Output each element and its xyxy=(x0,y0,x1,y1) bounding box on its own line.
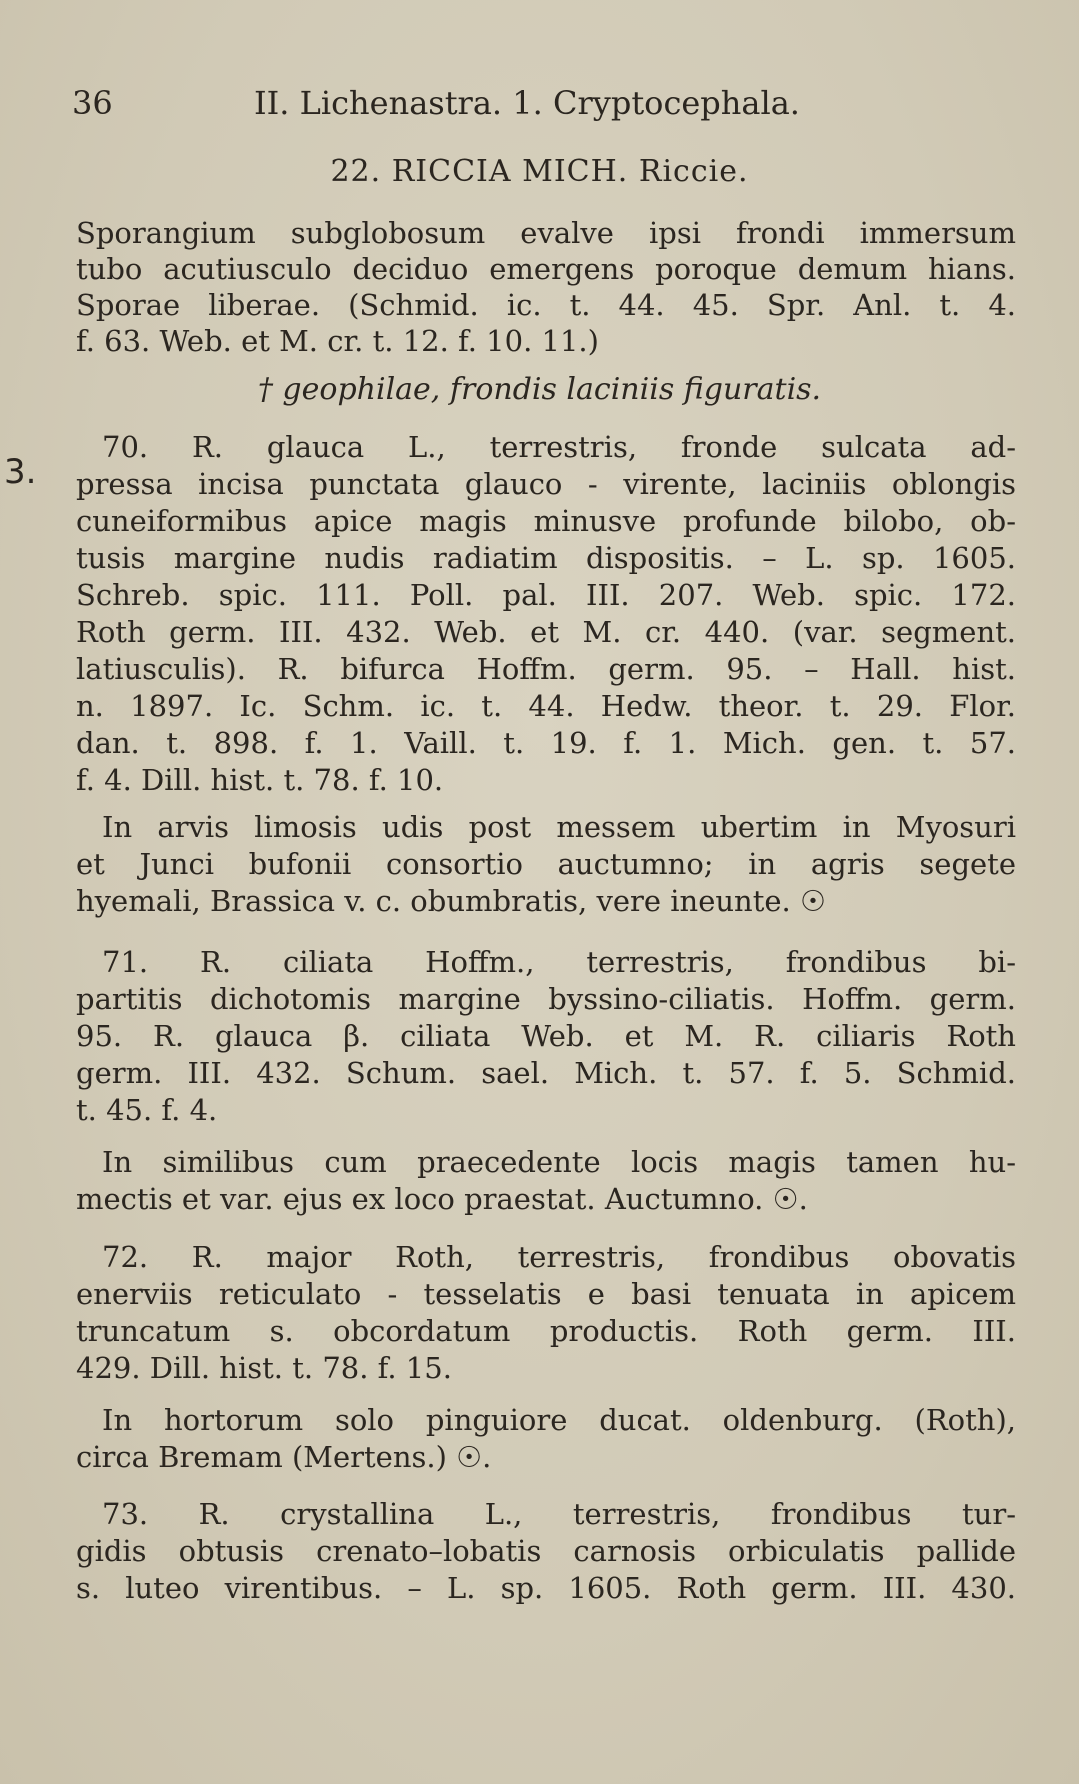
habitat-line: hyemali, Brassica v. c. obumbratis, vere ineunte. ☉ xyxy=(76,884,826,918)
species-line: Schreb. spic. 111. Poll. pal. III. 207. Web. spic. 172. xyxy=(76,578,1016,612)
habitat-line: In hortorum solo pinguiore ducat. oldenburg. (Roth), xyxy=(102,1403,1016,1437)
habitat-line: et Junci bufonii consortio auctumno; in agris segete xyxy=(76,847,1016,881)
species-line: s. luteo virentibus. – L. sp. 1605. Roth germ. III. 430. xyxy=(76,1571,1016,1605)
species-line: dan. t. 898. f. 1. Vaill. t. 19. f. 1. Mich. gen. t. 57. xyxy=(76,726,1016,760)
habitat-line: In similibus cum praecedente locis magis tamen hu- xyxy=(102,1145,1016,1179)
species-line: 70. R. glauca L., terrestris, fronde sulcata ad- xyxy=(102,430,1016,464)
species-line: truncatum s. obcordatum productis. Roth germ. III. xyxy=(76,1314,1016,1348)
running-title: II. Lichenastra. 1. Cryptocephala. xyxy=(254,84,800,122)
species-line: pressa incisa punctata glauco - virente, laciniis oblongis xyxy=(76,467,1016,501)
section-heading: † geophilae, frondis laciniis figuratis. xyxy=(257,372,822,407)
species-line: 95. R. glauca β. ciliata Web. et M. R. ciliaris Roth xyxy=(76,1019,1016,1053)
species-line: cuneiformibus apice magis minusve profunde bilobo, ob- xyxy=(76,504,1016,538)
species-line: tusis margine nudis radiatim dispositis. – L. sp. 1605. xyxy=(76,541,1016,575)
habitat-line: mectis et var. ejus ex loco praestat. Auctumno. ☉. xyxy=(76,1182,808,1216)
species-line: enerviis reticulato - tesselatis e basi tenuata in apicem xyxy=(76,1277,1016,1311)
running-head xyxy=(72,84,800,122)
genus-heading: 22. RICCIA MICH. Riccie. xyxy=(330,154,749,189)
habitat-line: In arvis limosis udis post messem ubertim in Myosuri xyxy=(102,810,1016,844)
genus-description-line: Sporangium subglobosum evalve ipsi frondi immersum xyxy=(76,216,1016,250)
habitat-line: circa Bremam (Mertens.) ☉. xyxy=(76,1440,492,1474)
genus-description-line: tubo acutiusculo deciduo emergens poroque demum hians. xyxy=(76,252,1016,286)
species-line: 71. R. ciliata Hoffm., terrestris, frondibus bi- xyxy=(102,945,1016,979)
species-line: germ. III. 432. Schum. sael. Mich. t. 57. f. 5. Schmid. xyxy=(76,1056,1016,1090)
genus-description-line: f. 63. Web. et M. cr. t. 12. f. 10. 11.) xyxy=(76,324,599,358)
margin-annotation: 3. xyxy=(4,452,37,492)
species-line: 429. Dill. hist. t. 78. f. 15. xyxy=(76,1351,452,1385)
species-line: 73. R. crystallina L., terrestris, frondibus tur- xyxy=(102,1497,1016,1531)
species-line: t. 45. f. 4. xyxy=(76,1093,218,1127)
species-line: n. 1897. Ic. Schm. ic. t. 44. Hedw. theor. t. 29. Flor. xyxy=(76,689,1016,723)
species-line: gidis obtusis crenato–lobatis carnosis orbiculatis pallide xyxy=(76,1534,1016,1568)
species-line: partitis dichotomis margine byssino-ciliatis. Hoffm. germ. xyxy=(76,982,1016,1016)
genus-description-line: Sporae liberae. (Schmid. ic. t. 44. 45. Spr. Anl. t. 4. xyxy=(76,288,1016,322)
species-line: 72. R. major Roth, terrestris, frondibus obovatis xyxy=(102,1240,1016,1274)
species-line: f. 4. Dill. hist. t. 78. f. 10. xyxy=(76,763,444,797)
page-number: 36 xyxy=(72,84,113,122)
species-line: latiusculis). R. bifurca Hoffm. germ. 95. – Hall. hist. xyxy=(76,652,1016,686)
species-line: Roth germ. III. 432. Web. et M. cr. 440. (var. segment. xyxy=(76,615,1016,649)
